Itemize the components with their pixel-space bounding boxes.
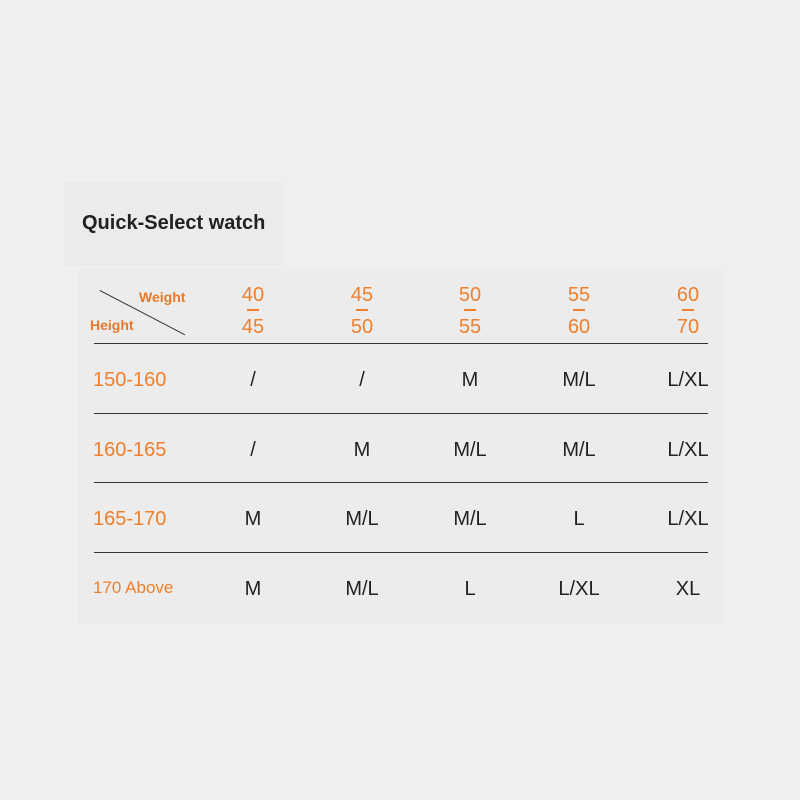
weight-min: 40 xyxy=(241,284,265,306)
weight-header-2 xyxy=(332,283,392,339)
range-dash xyxy=(682,309,694,311)
row-divider xyxy=(94,413,708,414)
weight-min: 60 xyxy=(676,284,700,306)
weight-min: 50 xyxy=(458,284,482,306)
size-cell: L/XL xyxy=(558,578,600,600)
size-cell: / xyxy=(250,439,256,461)
height-axis-label: Height xyxy=(90,317,134,333)
size-cell: L/XL xyxy=(667,439,709,461)
weight-min: 55 xyxy=(567,284,591,306)
range-dash xyxy=(464,309,476,311)
row-divider xyxy=(94,482,708,483)
page-title: Quick-Select watch xyxy=(82,212,266,234)
size-cell: M xyxy=(461,369,479,391)
size-cell: M/L xyxy=(345,508,379,530)
size-cell: L/XL xyxy=(667,508,709,530)
height-label: 165-170 xyxy=(93,508,167,530)
weight-axis-label: Weight xyxy=(139,289,186,305)
weight-max: 45 xyxy=(241,316,265,338)
range-dash xyxy=(247,309,259,311)
height-label: 170 Above xyxy=(93,578,174,597)
weight-header-3 xyxy=(440,283,500,339)
weight-header-1 xyxy=(223,283,283,339)
size-cell: XL xyxy=(675,578,701,600)
size-cell: M/L xyxy=(453,508,487,530)
size-cell: L xyxy=(573,508,585,530)
size-cell: M xyxy=(244,578,262,600)
weight-max: 70 xyxy=(676,316,700,338)
size-cell: / xyxy=(359,369,365,391)
weight-min: 45 xyxy=(350,284,374,306)
weight-max: 55 xyxy=(458,316,482,338)
size-cell: M/L xyxy=(453,439,487,461)
weight-header-4 xyxy=(549,283,609,339)
height-label: 150-160 xyxy=(93,369,167,391)
size-cell: M/L xyxy=(345,578,379,600)
size-cell: M/L xyxy=(562,439,596,461)
weight-header-5 xyxy=(658,283,718,339)
size-cell: / xyxy=(250,369,256,391)
row-divider xyxy=(94,552,708,553)
height-label: 160-165 xyxy=(93,439,167,461)
row-divider xyxy=(94,343,708,344)
size-cell: M/L xyxy=(562,369,596,391)
size-cell: L xyxy=(464,578,476,600)
range-dash xyxy=(573,309,585,311)
size-cell: M xyxy=(244,508,262,530)
weight-max: 50 xyxy=(350,316,374,338)
size-cell: L/XL xyxy=(667,369,709,391)
weight-max: 60 xyxy=(567,316,591,338)
size-cell: M xyxy=(353,439,371,461)
range-dash xyxy=(356,309,368,311)
